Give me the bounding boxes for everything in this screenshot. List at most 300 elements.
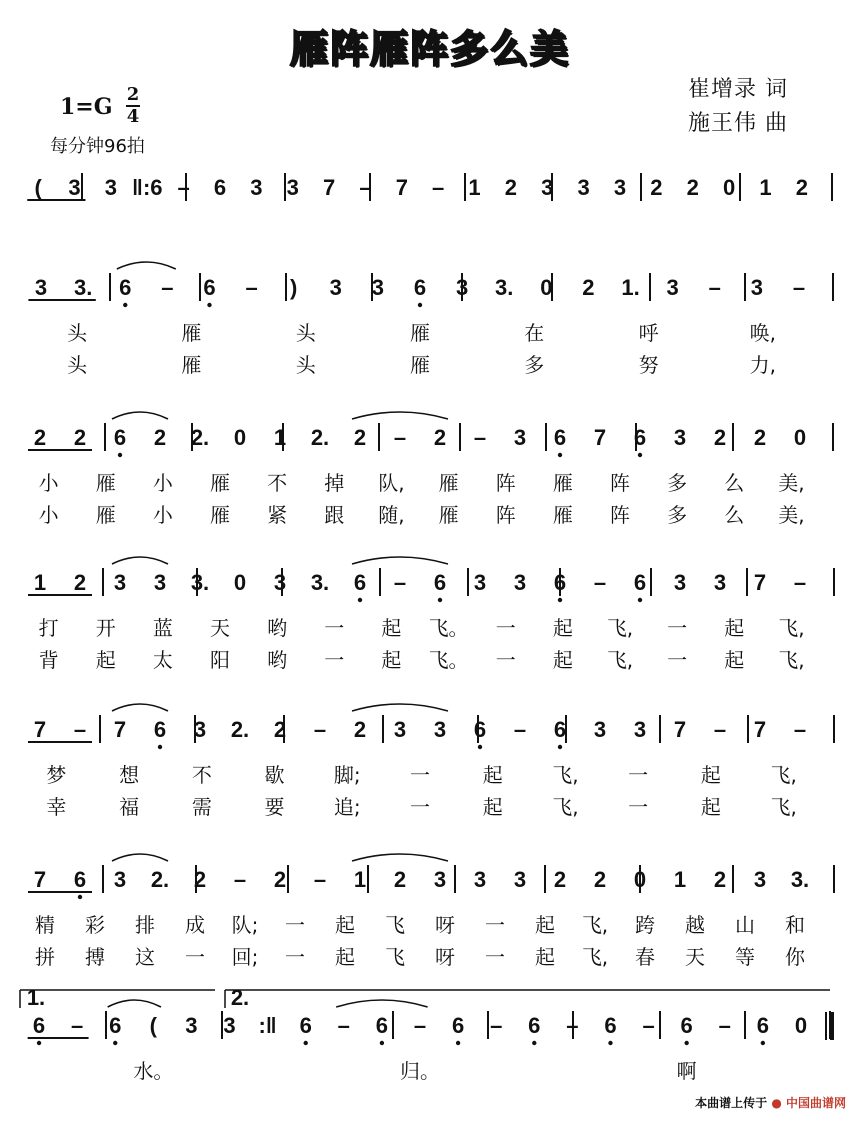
lyric-verse-1: 掉 [324, 471, 345, 495]
note: 6 [213, 175, 227, 200]
watermark [695, 1094, 846, 1111]
lyric-verse-2: 阳 [210, 648, 230, 672]
note: 3. [495, 275, 514, 300]
lyric-verse-1: 起 [724, 616, 745, 640]
lyric-verse-1: 归。 [400, 1059, 440, 1083]
lyric-verse-1: 开 [95, 616, 116, 640]
note: 3 [273, 570, 287, 595]
lyric-verse-1: 打 [38, 616, 59, 640]
note: 3 [153, 570, 167, 595]
octave-dot [478, 745, 482, 749]
lyric-verse-2: 雁 [410, 353, 430, 377]
note: 2 [650, 175, 663, 200]
note: 6 [553, 570, 567, 595]
note: 2 [582, 275, 595, 300]
octave-dot [304, 1041, 308, 1045]
note: 3 [666, 275, 679, 300]
lyric-verse-2: 起 [95, 648, 116, 672]
note: – [793, 570, 807, 595]
lyric-verse-2: 天 [685, 945, 705, 969]
lyric-verse-1: 阵 [610, 471, 630, 495]
note: – [718, 1013, 731, 1038]
note: 3 [193, 717, 207, 742]
lyric-verse-2: 哟 [267, 648, 288, 672]
note: 6 [451, 1013, 465, 1038]
note: 3 [750, 275, 763, 300]
note: 1 [673, 867, 687, 892]
note: 2 [795, 175, 808, 200]
note: 6 [375, 1013, 389, 1038]
note: 3 [455, 275, 469, 300]
lyric-verse-1: 唤, [749, 321, 777, 345]
lyric-verse-1: 呼 [638, 321, 659, 345]
note: 3 [673, 570, 687, 595]
octave-dot [558, 453, 562, 457]
note: 6 [633, 570, 647, 595]
lyric-verse-2: 春 [635, 945, 655, 969]
note: ‖:6 [132, 175, 163, 200]
time-signature-top: 2 [126, 84, 140, 105]
note: 3 [593, 717, 607, 742]
lyric-verse-1: 雁 [410, 321, 430, 345]
octave-dot [207, 303, 211, 307]
octave-dot [558, 745, 562, 749]
lyric-verse-2: 等 [735, 945, 755, 969]
lyric-verse-2: 随, [378, 503, 405, 527]
lyric-verse-2: 起 [724, 648, 745, 672]
lyric-verse-1: 在 [524, 321, 545, 345]
lyric-verse-2: 搏 [85, 945, 105, 969]
lyric-verse-1: 起 [700, 763, 721, 787]
lyric-verse-2: 呀 [435, 945, 455, 969]
lyric-verse-1: 梦 [46, 763, 67, 787]
note: 3 [473, 867, 487, 892]
note: 3 [673, 425, 687, 450]
lyric-verse-2: 一 [495, 648, 516, 672]
note: – [245, 275, 258, 300]
note: 6 [756, 1013, 769, 1038]
lyric-verse-1: 天 [210, 616, 230, 640]
lyric-verse-2: 一 [628, 795, 649, 819]
watermark-brand: 中国曲谱网 [785, 1096, 846, 1110]
lyric-verse-1: 一 [628, 763, 649, 787]
note: – [793, 717, 807, 742]
note: 2 [433, 425, 447, 450]
lyric-verse-2: 起 [535, 945, 555, 969]
tie-slur [112, 412, 168, 419]
tie-slur [112, 704, 168, 711]
note: 3. [190, 570, 210, 595]
tie-slur [352, 704, 448, 711]
lyric-verse-2: 雁 [552, 503, 573, 527]
lyric-verse-1: 呀 [435, 913, 455, 937]
note: 2. [150, 867, 170, 892]
note: ( [149, 1013, 157, 1038]
note: 3 [286, 175, 299, 200]
note: :‖ [258, 1013, 277, 1038]
lyric-verse-1: 飞, [770, 763, 797, 787]
lyric-verse-2: 背 [38, 648, 59, 672]
note: 2. [310, 425, 330, 450]
lyric-verse-2: 雁 [438, 503, 459, 527]
note: 1. [621, 275, 640, 300]
note: 7 [753, 717, 767, 742]
note: – [490, 1013, 503, 1038]
note: – [161, 275, 174, 300]
octave-dot [78, 895, 82, 899]
octave-dot [761, 1041, 765, 1045]
lyric-verse-2: 飞, [552, 795, 579, 819]
note: 2 [33, 425, 47, 450]
note: – [313, 717, 327, 742]
lyric-verse-2: 这 [135, 945, 155, 969]
octave-dot [456, 1041, 460, 1045]
lyric-verse-1: 小 [38, 471, 59, 495]
note: – [513, 717, 527, 742]
lyric-verse-1: 歇 [264, 763, 285, 787]
tie-slur [112, 854, 168, 861]
note: 3 [113, 867, 127, 892]
note: 3 [513, 425, 527, 450]
note: – [313, 867, 327, 892]
note: 0 [793, 425, 807, 450]
note: 7 [113, 717, 127, 742]
lyric-verse-2: 跟 [324, 503, 345, 527]
octave-dot [358, 598, 362, 602]
lyric-verse-2: 阵 [610, 503, 630, 527]
note: 2 [713, 425, 727, 450]
octave-dot [438, 598, 442, 602]
octave-dot [123, 303, 127, 307]
lyric-verse-1: 飞, [778, 616, 805, 640]
lyric-verse-1: 飞, [606, 616, 634, 640]
note: 3 [513, 867, 527, 892]
lyric-verse-1: 飞, [552, 763, 579, 787]
lyric-verse-1: 雁 [210, 471, 230, 495]
lyric-verse-1: 美, [778, 471, 805, 495]
note: 6 [299, 1013, 312, 1038]
octave-dot [380, 1041, 384, 1045]
lyric-verse-2: 飞, [770, 795, 797, 819]
note: – [413, 1013, 427, 1038]
lyric-verse-2: 太 [152, 648, 173, 672]
octave-dot [37, 1041, 41, 1045]
note: 2 [393, 867, 407, 892]
note: – [337, 1013, 350, 1038]
lyric-verse-2: 一 [485, 945, 505, 969]
note: 0 [633, 867, 647, 892]
note: 3 [613, 175, 627, 200]
tempo-marking: 每分钟96拍 [50, 136, 145, 157]
lyric-verse-1: 不 [267, 471, 288, 495]
octave-dot [113, 1041, 117, 1045]
note: 3 [68, 175, 81, 200]
note: – [71, 1013, 84, 1038]
note: 2 [273, 867, 287, 892]
note: 7 [33, 867, 47, 892]
tie-slur [352, 557, 448, 564]
lyric-verse-2: 一 [667, 648, 688, 672]
lyric-verse-1: 小 [152, 471, 173, 495]
lyric-verse-2: 回; [231, 945, 259, 969]
lyric-verse-2: 美, [778, 503, 805, 527]
lyric-verse-2: 福 [119, 795, 140, 819]
lyric-verse-1: 起 [381, 616, 402, 640]
note: 3 [433, 867, 447, 892]
note: 3 [371, 275, 385, 300]
lyric-verse-1: 一 [485, 913, 505, 937]
tie-slur [108, 1000, 161, 1007]
octave-dot [608, 1041, 612, 1045]
watermark-logo-icon: ● [771, 1096, 782, 1110]
lyric-verse-1: 起 [335, 913, 355, 937]
note: – [73, 717, 87, 742]
lyric-verse-2: 阵 [495, 503, 516, 527]
tie-slur [336, 1000, 427, 1007]
lyric-verse-2: 小 [152, 503, 173, 527]
lyric-verse-2: 小 [38, 503, 59, 527]
octave-dot [684, 1041, 688, 1045]
octave-dot [158, 745, 162, 749]
note: 3 [577, 175, 590, 200]
note: 2 [686, 175, 699, 200]
octave-dot [532, 1041, 536, 1045]
note: 0 [722, 175, 736, 200]
note: – [713, 717, 727, 742]
note: 6 [553, 425, 567, 450]
note: 2 [353, 717, 367, 742]
lyric-verse-2: 雁 [95, 503, 116, 527]
note: 1 [468, 175, 481, 200]
time-signature-bottom: 4 [126, 106, 140, 127]
note: 7 [673, 717, 687, 742]
note: – [792, 275, 806, 300]
lyric-verse-1: 蓝 [152, 616, 173, 640]
octave-dot [118, 453, 122, 457]
lyric-verse-2: 努 [638, 353, 659, 377]
note: 3 [34, 275, 48, 300]
note: 3 [473, 570, 487, 595]
note: 6 [153, 717, 167, 742]
lyric-verse-2: 飞 [385, 945, 405, 969]
lyric-verse-2: 多 [524, 353, 545, 377]
lyric-verse-2: 起 [700, 795, 721, 819]
note: – [593, 570, 607, 595]
lyric-verse-1: 一 [285, 913, 305, 937]
note: 3 [250, 175, 263, 200]
note: 1 [33, 570, 47, 595]
lyric-verse-1: 飞。 [428, 616, 469, 640]
note: 7 [593, 425, 607, 450]
note: 2 [593, 867, 607, 892]
note: ( [34, 175, 42, 200]
lyric-verse-1: 么 [724, 471, 745, 495]
note: 3. [310, 570, 330, 595]
lyric-verse-2: 么 [724, 503, 745, 527]
lyric-verse-2: 头 [67, 353, 88, 377]
lyric-verse-1: 和 [785, 913, 805, 937]
note: 6 [680, 1013, 693, 1038]
note: – [393, 425, 407, 450]
note: 0 [233, 570, 247, 595]
lyric-verse-2: 飞, [606, 648, 634, 672]
note: 0 [233, 425, 247, 450]
lyric-verse-1: 跨 [635, 913, 655, 937]
note: 3 [633, 717, 647, 742]
note: 6 [433, 570, 447, 595]
lyric-verse-1: 起 [482, 763, 503, 787]
note: – [566, 1013, 579, 1038]
octave-dot [638, 453, 642, 457]
note: 1 [353, 867, 367, 892]
note: 3 [753, 867, 767, 892]
lyric-verse-1: 哟 [267, 616, 288, 640]
score-notes [27, 175, 809, 1083]
note: 6 [473, 717, 487, 742]
note: 6 [604, 1013, 617, 1038]
note: 6 [633, 425, 647, 450]
ending-1-label: 1. [26, 985, 46, 1010]
watermark-text: 本曲谱上传于 [695, 1096, 768, 1110]
octave-dot [638, 598, 642, 602]
composer-credit: 施王伟 曲 [688, 111, 788, 136]
key-signature: 1=G [60, 94, 113, 120]
note: 7 [322, 175, 336, 200]
lyric-verse-1: 一 [495, 616, 516, 640]
lyric-verse-1: 一 [324, 616, 345, 640]
lyric-verse-1: 成 [185, 913, 205, 937]
lyric-verse-2: 力, [749, 353, 777, 377]
note: 2 [193, 867, 207, 892]
lyric-verse-2: 一 [285, 945, 305, 969]
lyric-verse-1: 越 [685, 913, 705, 937]
note: 3 [433, 717, 447, 742]
note: 3 [393, 717, 407, 742]
note: 0 [540, 275, 553, 300]
lyric-verse-2: 多 [667, 503, 688, 527]
note: 6 [73, 867, 87, 892]
lyric-verse-2: 飞, [778, 648, 805, 672]
lyric-verse-1: 头 [295, 321, 316, 345]
lyric-verse-2: 飞, [581, 945, 609, 969]
lyric-verse-2: 需 [191, 795, 212, 819]
note: 2. [230, 717, 250, 742]
note: 2 [504, 175, 518, 200]
lyric-verse-1: 彩 [85, 913, 105, 937]
note: 6 [553, 717, 567, 742]
note: 3 [113, 570, 127, 595]
lyric-verse-2: 起 [482, 795, 503, 819]
note: 3. [73, 275, 93, 300]
note: 3 [223, 1013, 236, 1038]
lyric-verse-1: 队, [378, 471, 405, 495]
note: 2 [73, 425, 87, 450]
note: 6 [203, 275, 216, 300]
lyric-verse-1: 起 [535, 913, 555, 937]
lyric-verse-2: 雁 [181, 353, 202, 377]
note: 3. [790, 867, 810, 892]
note: 2 [73, 570, 87, 595]
lyric-verse-2: 起 [552, 648, 573, 672]
lyric-verse-1: 头 [67, 321, 88, 345]
note: 3 [329, 275, 342, 300]
lyric-verse-1: 脚; [333, 763, 361, 787]
lyricist-credit: 崔增录 词 [688, 77, 788, 102]
lyric-verse-1: 队; [231, 913, 259, 937]
page-title: 雁阵雁阵多么美 [289, 27, 570, 71]
lyric-verse-1: 飞, [581, 913, 609, 937]
note: 2 [753, 425, 767, 450]
note: – [177, 175, 190, 200]
lyric-verse-1: 山 [735, 913, 755, 937]
note: 6 [353, 570, 367, 595]
lyric-verse-2: 幸 [46, 795, 67, 819]
note: 6 [109, 1013, 122, 1038]
lyric-verse-1: 飞 [385, 913, 405, 937]
note: – [432, 175, 445, 200]
lyric-verse-1: 雁 [181, 321, 202, 345]
lyric-verse-1: 雁 [552, 471, 573, 495]
tie-slur [117, 262, 176, 269]
note: – [233, 867, 247, 892]
ending-2-label: 2. [230, 985, 250, 1010]
lyric-verse-2: 你 [785, 945, 805, 969]
note: 6 [119, 275, 132, 300]
note: 1 [273, 425, 287, 450]
lyric-verse-1: 啊 [676, 1059, 697, 1083]
lyric-verse-2: 头 [295, 353, 316, 377]
tie-slur [112, 557, 168, 564]
lyric-verse-1: 精 [35, 913, 55, 937]
note: 7 [753, 570, 767, 595]
lyric-verse-2: 起 [381, 648, 402, 672]
note: 2 [713, 867, 727, 892]
tie-slur [352, 854, 448, 861]
lyric-verse-2: 要 [264, 795, 285, 819]
octave-dot [558, 598, 562, 602]
lyric-verse-1: 不 [191, 763, 212, 787]
octave-dot [418, 303, 422, 307]
lyric-verse-1: 排 [135, 913, 155, 937]
note: 3 [104, 175, 118, 200]
note: 2 [273, 717, 287, 742]
lyric-verse-2: 一 [185, 945, 205, 969]
note: – [393, 570, 407, 595]
note: 6 [413, 275, 427, 300]
tie-slur [352, 412, 448, 419]
note: 7 [33, 717, 47, 742]
note: 2 [153, 425, 167, 450]
note: – [473, 425, 487, 450]
note: 1 [759, 175, 772, 200]
note: 0 [794, 1013, 808, 1038]
note: 6 [32, 1013, 46, 1038]
note: 6 [528, 1013, 541, 1038]
note: 3 [713, 570, 727, 595]
note: 3 [541, 175, 554, 200]
note: 6 [113, 425, 127, 450]
lyric-verse-1: 雁 [95, 471, 116, 495]
lyric-verse-1: 一 [667, 616, 688, 640]
lyric-verse-2: 一 [324, 648, 345, 672]
note: 3 [185, 1013, 198, 1038]
note: – [708, 275, 721, 300]
note: – [359, 175, 372, 200]
note: 2 [353, 425, 367, 450]
lyric-verse-1: 多 [667, 471, 688, 495]
lyric-verse-1: 想 [119, 763, 140, 787]
note: 7 [395, 175, 408, 200]
